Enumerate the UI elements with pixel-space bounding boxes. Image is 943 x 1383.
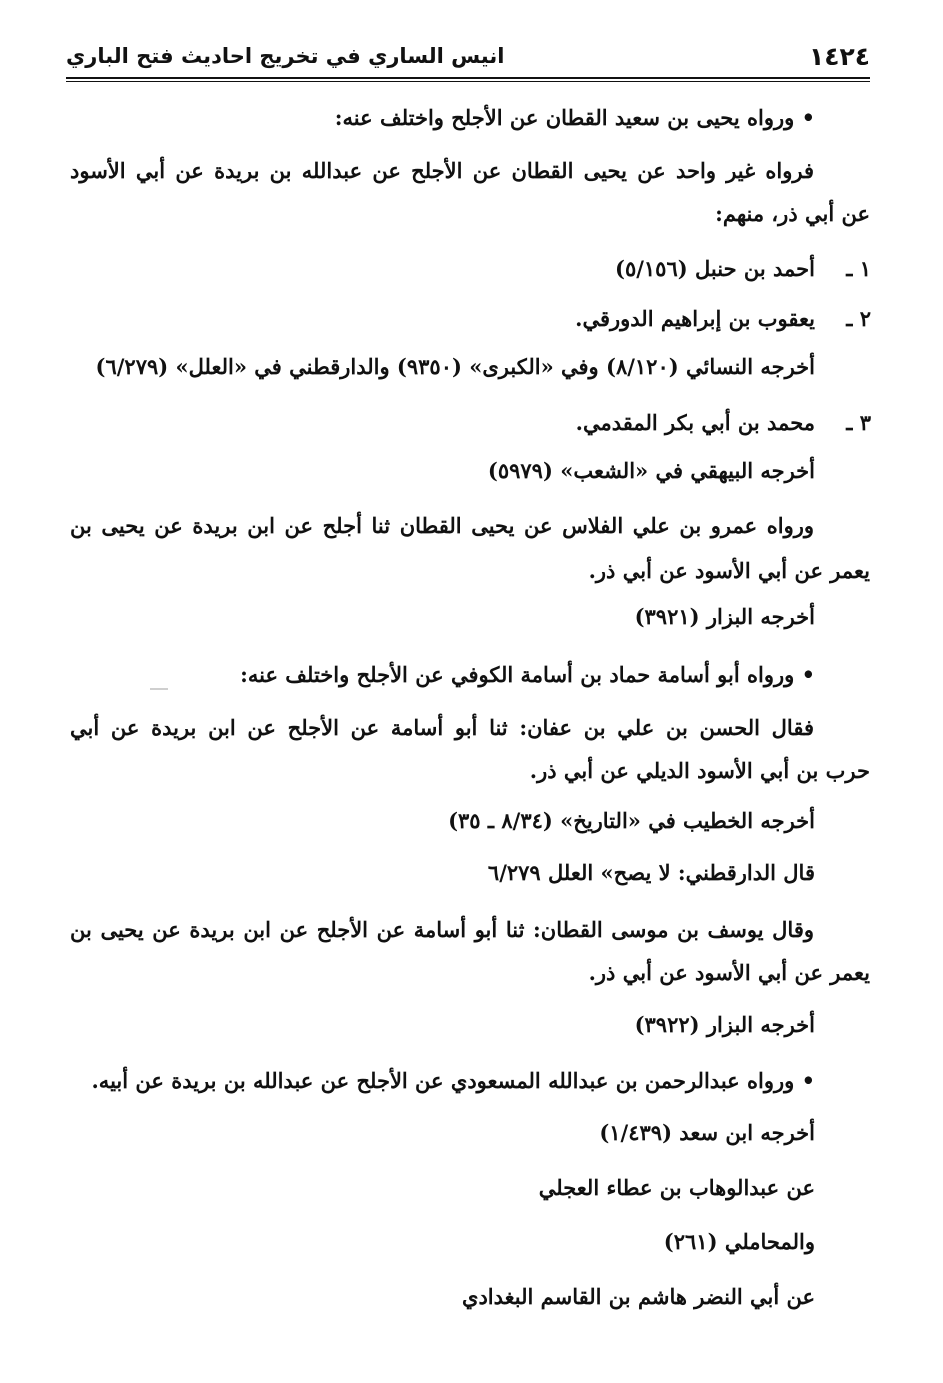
text-line: أخرجه النسائي (٨/١٢٠) وفي «الكبرى» (٩٣٥٠) والدارقطني في «العلل» (٦/٢٧٩) bbox=[95, 354, 815, 379]
text-line: فقال الحسن بن علي بن عفان: ثنا أبو أسامة عن الأجلح عن ابن بريدة عن أبي bbox=[70, 715, 814, 740]
text-line: يعمر عن أبي الأسود عن أبي ذر. bbox=[588, 960, 870, 985]
text-line: عن أبي ذر، منهم: bbox=[715, 201, 870, 226]
text-line: محمد بن أبي بكر المقدمي. bbox=[575, 410, 815, 435]
text-line: قال الدارقطني: لا يصح» العلل ٦/٢٧٩ bbox=[487, 860, 815, 885]
running-title: انيس الساري في تخريج احاديث فتح الباري bbox=[66, 44, 505, 68]
text-line: يعمر عن أبي الأسود عن أبي ذر. bbox=[588, 558, 870, 583]
list-number: ٣ ـ bbox=[846, 410, 871, 435]
text-line: وقال يوسف بن موسى القطان: ثنا أبو أسامة عن الأجلح عن ابن بريدة عن يحيى بن bbox=[70, 917, 814, 942]
text-line: عن عبدالوهاب بن عطاء العجلي bbox=[538, 1175, 815, 1200]
text-line: • ورواه عبدالرحمن بن عبدالله المسعودي عن الأجلح عن عبدالله بن بريدة عن أبيه. bbox=[91, 1068, 815, 1093]
page-header bbox=[66, 36, 870, 76]
text-line: أخرجه ابن سعد (١/٤٣٩) bbox=[599, 1120, 815, 1145]
page-number: ١٤٢٤ bbox=[808, 41, 870, 71]
text-line: يعقوب بن إبراهيم الدورقي. bbox=[575, 306, 815, 331]
text-line: أخرجه البيهقي في «الشعب» (٥٩٧٩) bbox=[487, 458, 815, 483]
text-line: عن أبي النضر هاشم بن القاسم البغدادي bbox=[462, 1284, 815, 1309]
text-line: أخرجه البزار (٣٩٢٢) bbox=[634, 1012, 815, 1037]
text-line: حرب بن أبي الأسود الديلي عن أبي ذر. bbox=[529, 758, 870, 783]
text-line: أخرجه البزار (٣٩٢١) bbox=[634, 604, 815, 629]
header-rule bbox=[66, 77, 870, 82]
text-line: أخرجه الخطيب في «التاريخ» (٨/٣٤ ـ ٣٥) bbox=[448, 808, 815, 833]
scan-mark bbox=[150, 688, 168, 690]
list-number: ١ ـ bbox=[846, 256, 871, 281]
text-line: • ورواه أبو أسامة حماد بن أسامة الكوفي عن الأجلح واختلف عنه: bbox=[240, 662, 815, 687]
text-line: ورواه عمرو بن علي الفلاس عن يحيى القطان ثنا أجلح عن ابن بريدة عن يحيى بن bbox=[70, 513, 814, 538]
text-line: والمحاملي (٢٦١) bbox=[663, 1229, 815, 1254]
list-number: ٢ ـ bbox=[846, 306, 871, 331]
text-line: فرواه غير واحد عن يحيى القطان عن الأجلح عن عبدالله بن بريدة عن أبي الأسود bbox=[70, 158, 814, 183]
text-line: • ورواه يحيى بن سعيد القطان عن الأجلح واختلف عنه: bbox=[334, 105, 815, 130]
text-line: أحمد بن حنبل (٥/١٥٦) bbox=[615, 256, 815, 281]
